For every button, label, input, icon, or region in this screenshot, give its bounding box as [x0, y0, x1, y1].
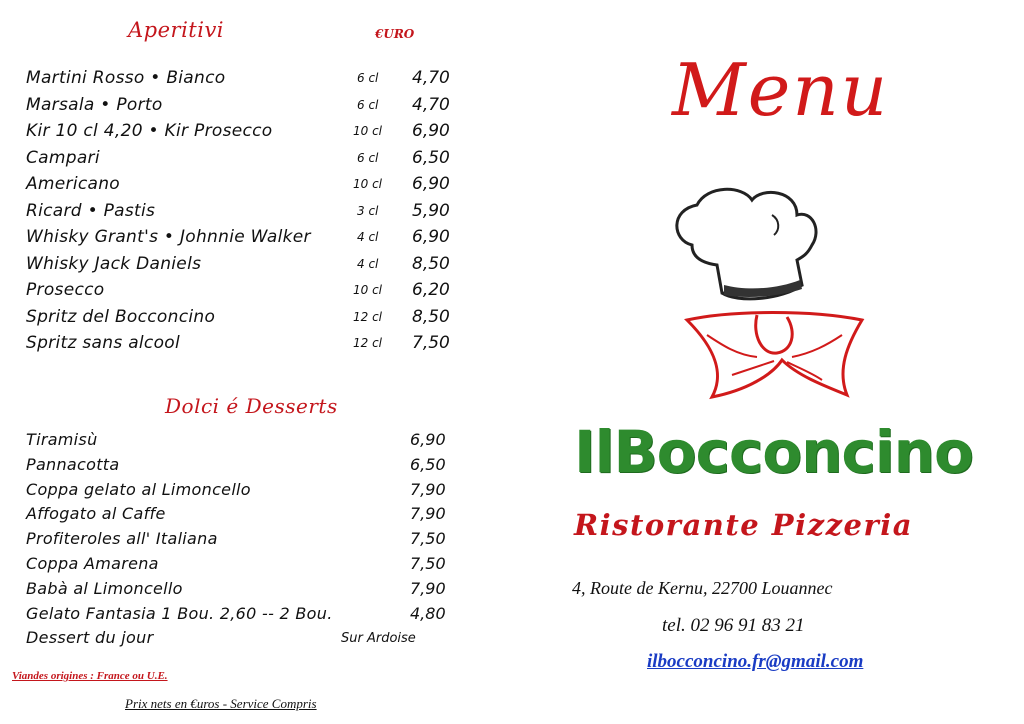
item-price: 7,90: [410, 479, 446, 499]
item-price: 4,70: [412, 94, 450, 115]
item-name: Profiteroles all' Italiana: [26, 529, 218, 549]
item-price: 6,20: [412, 280, 450, 300]
item-price: 7,50: [410, 554, 446, 573]
aperitivo-row: [26, 121, 466, 145]
item-name: Spritz del Bocconcino: [26, 306, 216, 327]
item-price: 7,50: [412, 333, 450, 353]
dessert-row: [26, 579, 466, 603]
item-name: Whisky Grant's • Johnnie Walker: [26, 227, 311, 247]
item-quantity: 10 cl: [353, 177, 383, 191]
dessert-row: [26, 504, 466, 528]
item-quantity: 3 cl: [357, 203, 379, 218]
item-quantity: 6 cl: [357, 150, 379, 165]
aperitivo-row: [26, 174, 466, 198]
item-name: Babà al Limoncello: [26, 578, 183, 598]
item-quantity: 10 cl: [353, 283, 383, 297]
item-price: 4,70: [412, 68, 450, 88]
item-quantity: 6 cl: [357, 97, 379, 112]
item-price: 7,50: [410, 529, 446, 549]
item-quantity: 10 cl: [353, 124, 383, 138]
item-price: 6,50: [410, 454, 446, 474]
item-price: 4,80: [410, 603, 446, 623]
item-name: Americano: [26, 174, 121, 194]
dolci-title: Dolci é Desserts: [165, 394, 338, 418]
item-price: Sur Ardoise: [341, 631, 416, 647]
prices-note: Prix nets en €uros - Service Compris: [125, 696, 317, 711]
item-price: 6,90: [412, 174, 450, 194]
dessert-row: [26, 455, 466, 479]
item-name: Ricard • Pastis: [26, 200, 156, 221]
aperitivo-row: [26, 254, 466, 278]
restaurant-subtitle: Ristorante Pizzeria: [574, 508, 914, 542]
chef-hat-scarf-icon: [662, 185, 882, 405]
item-name: Martini Rosso • Bianco: [26, 68, 226, 88]
item-name: Coppa Amarena: [26, 554, 159, 573]
aperitivi-title: Aperitivi: [128, 18, 225, 42]
dessert-row: [26, 529, 466, 553]
item-name: Pannacotta: [26, 454, 120, 474]
item-price: 7,90: [410, 504, 446, 524]
item-quantity: 4 cl: [357, 256, 379, 271]
aperitivo-row: [26, 68, 466, 92]
aperitivo-row: [26, 280, 466, 304]
item-name: Spritz sans alcool: [26, 333, 181, 353]
item-quantity: 12 cl: [353, 309, 383, 324]
aperitivo-row: [26, 95, 466, 119]
item-price: 6,50: [412, 147, 450, 168]
item-name: Tiramisù: [26, 430, 98, 449]
item-name: Gelato Fantasia 1 Bou. 2,60 -- 2 Bou.: [26, 603, 333, 623]
item-name: Dessert du jour: [26, 628, 154, 648]
telephone: tel. 02 96 91 83 21: [662, 615, 805, 636]
item-quantity: 6 cl: [357, 71, 379, 85]
item-quantity: 4 cl: [357, 230, 379, 244]
aperitivo-row: [26, 333, 466, 357]
currency-header: €URO: [375, 27, 415, 41]
dessert-row: [26, 430, 466, 454]
dessert-row: [26, 480, 466, 504]
dessert-row: [26, 628, 466, 652]
item-name: Whisky Jack Daniels: [26, 253, 202, 274]
item-price: 5,90: [412, 200, 450, 221]
aperitivo-row: [26, 227, 466, 251]
dessert-row: [26, 604, 466, 628]
item-price: 7,90: [410, 578, 446, 598]
aperitivo-row: [26, 307, 466, 331]
brand-name: IlBocconcino: [574, 418, 973, 486]
item-name: Prosecco: [26, 280, 105, 300]
right-panel: [512, 0, 1024, 724]
item-name: Kir 10 cl 4,20 • Kir Prosecco: [26, 121, 273, 141]
origin-note: Viandes origines : France ou U.E.: [12, 670, 168, 682]
item-name: Campari: [26, 147, 100, 168]
item-price: 6,90: [412, 121, 450, 141]
item-price: 8,50: [412, 253, 450, 274]
item-quantity: 12 cl: [353, 336, 383, 350]
item-price: 6,90: [412, 227, 450, 247]
dessert-row: [26, 554, 466, 578]
item-name: Affogato al Caffe: [26, 504, 166, 524]
item-name: Marsala • Porto: [26, 94, 163, 115]
menu-title: Menu: [672, 48, 890, 132]
email-link[interactable]: ilbocconcino.fr@gmail.com: [647, 651, 864, 672]
item-name: Coppa gelato al Limoncello: [26, 479, 251, 499]
aperitivo-row: [26, 201, 466, 225]
item-price: 6,90: [410, 430, 446, 449]
aperitivo-row: [26, 148, 466, 172]
item-price: 8,50: [412, 306, 450, 327]
address: 4, Route de Kernu, 22700 Louannec: [572, 578, 833, 598]
